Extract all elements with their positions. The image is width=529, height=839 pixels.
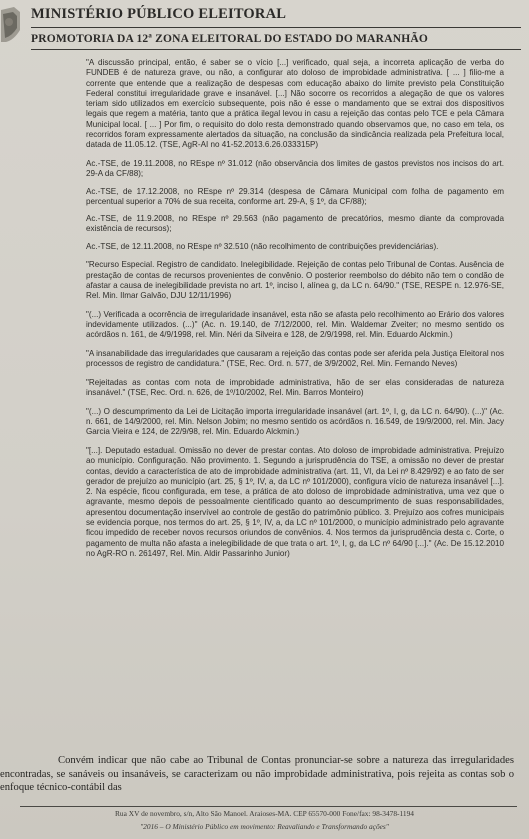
quote-paragraph: "Recurso Especial. Registro de candidato. Inelegibilidade. Rejeição de contas pelo Tribunal de Contas. Ausência de prestação de contas de recursos provenientes de convênio. O posterior reembolso do débito não tem o condão de afastar a causa de inelegibilidade prevista no art. 1º, inciso I, alínea g, da LC n. 64/90." (TSE, RESPE n. 12.976-SE, Rel. Min. Ilmar Galvão, DJU 12/11/1996) — [86, 260, 504, 301]
quote-paragraph: "Rejeitadas as contas com nota de improbidade administrativa, hão de ser elas consideradas de natureza insanável." (TSE, Rec. Ord. n. 626, de 1º/10/2002, Rel. Min. Barros Monteiro) — [86, 377, 504, 398]
quote-paragraph: Ac.-TSE, de 11.9.2008, no REspe nº 29.563 (não pagamento de precatórios, mesmo diante da comprovada existência de recursos); — [86, 214, 504, 234]
header-institution: MINISTÉRIO PÚBLICO ELEITORAL — [31, 6, 287, 22]
body-text — [0, 754, 514, 795]
quote-paragraph: Ac.-TSE, de 12.11.2008, no REspe nº 32.510 (não recolhimento de contribuições previdenciárias). — [86, 241, 439, 251]
quote-paragraph: "(...) O descumprimento da Lei de Licitação importa irregularidade insanável (art. 1º, I, g, da LC n. 64/90). (...)" (Ac. n. 661, de 14/9/2000, rel. Min. Nelson Jobim; no mesmo sentido os acórdãos n. 16.549, de 19/9/2000, rel. Min. Jacy Garcia Vieira e 124, de 22/9/98, rel. Min. Eduardo Alckmin.) — [86, 406, 504, 437]
quote-paragraph: "A insanabilidade das irregularidades que causaram a rejeição das contas pode ser aferida pela Justiça Eleitoral nos processos de registro de candidatura." (TSE, Rec. Ord. n. 577, de 3/9/2002, Rel. Min. Fernando Neves) — [86, 349, 504, 369]
quote-paragraph: "(...) Verificada a ocorrência de irregularidade insanável, esta não se afasta pelo recolhimento ao Erário dos valores indevidamente utilizados. (...)" (Ac. n. 19.140, de 7/12/2000, rel. Min. Waldemar Zveiter; no mesmo sentido os acórdãos n. 161, de 4/9/1998, rel. Min. Néri da Silveira e 128, de 2/9/1998, rel. Min. Eduardo Alckmin.) — [86, 309, 504, 340]
quote-paragraph: "A discussão principal, então, é saber se o vício [...] verificado, qual seja, a incorreta aplicação de verba do FUNDEB é de natureza grave, ou não, a configurar ato doloso de improbidade administrativa. [ ... ] filio-me a corrente que entende que a realização de despesas com educação abaixo do limite previsto pela Constituição Federal constitui irregularidade grave e insanável. [...] Não socorre os recorridos a alegação de que os valores teriam sido utilizados em exercício subsequente, pois não é esse o mandamento que se extrai dos dispositivos legais que regem a matéria, tanto que a prática ilegal levou in casu a rejeição das contas pelo TCE e pela Câmara Municipal local. [ ... ] Por fim, o requisito do dolo resta demonstrado quando observamos que, no caso em tela, os recorridos foram expressamente alertados da situação, na conclusão da sindicância realizada pela Prefeitura local, datada de 11.05.12. (TSE, AgR-AI no 41-52.2013.6.26.033315P) — [86, 58, 504, 150]
quote-paragraph: Ac.-TSE, de 19.11.2008, no REspe nº 31.012 (não observância dos limites de gastos previstos nos incisos do art. 29-A da CF/88); — [86, 158, 504, 179]
footer-address: Rua XV de novembro, s/n, Alto São Manoel. Araioses-MA. CEP 65570-000 Fone/fax: 98-3478-1194 — [114, 809, 415, 818]
footer-divider — [20, 806, 517, 807]
header-divider-top — [31, 27, 521, 28]
quote-paragraph: "[...]. Deputado estadual. Omissão no dever de prestar contas. Ato doloso de improbidade administrativa. Prejuízo ao município. Configuração. Não provimento. 1. Segundo a jurisprudência do TSE, a omissão no dever de prestar contas, devido a característica de ato de improbidade administrativa (art. 11, VI, da Lei nº 8.429/92) e ao fato de ser gerador de prejuízo ao município (art. 25, § 1º, IV, a, da LC nº 101/2000), configura vício de natureza insanável [...]. 2. Na espécie, ficou configurada, em tese, a prática de ato doloso de improbidade administrativa, uma vez que o agravante, mesmo depois de pessoalmente cientificado quanto ao descumprimento de suas responsabilidades, apresentou documentação inservível ao controle de gestão do patrimônio público. 3. Prejuízo aos cofres municipais se evidencia porque, nos termos do art. 25, § 1º, IV, a, da LC nº 101/2000, o município administrado pelo agravante ficou impedido de receber novos recursos oriundos de convênios. 4. Nos termos da jurisprudência desta c. Corte, o pagamento de multa não afasta a inelegibilidade de que trata o art. 1º, I, g, da LC nº 64/90 [...]." (Ac. De 15.12.2010 no AgR-RO n. 261497, Rel. Min. Aldir Passarinho Junior) — [86, 445, 504, 558]
coat-of-arms-icon — [0, 4, 22, 44]
header-office: PROMOTORIA DA 12ª ZONA ELEITORAL DO ESTADO DO MARANHÃO — [31, 33, 428, 45]
footer-slogan: "2016 – O Ministério Público em movimento: Reavaliando e Transformando ações" — [140, 822, 389, 831]
jurisprudence-quotes — [86, 58, 504, 568]
body-paragraph: Convém indicar que não cabe ao Tribunal de Contas pronunciar-se sobre a natureza das irregularidades encontradas, se sanáveis ou insanáveis, se caracterizam ou não improbidade administrativa, pois rejeita as contas sob o enfoque técnico-contábil das — [0, 755, 514, 794]
quote-paragraph: Ac.-TSE, de 17.12.2008, no REspe nº 29.314 (despesa de Câmara Municipal com folha de pagamento em percentual superior a 70% de sua receita, conforme art. 29-A, § 1º, da CF/88); — [86, 186, 504, 206]
header-divider-bottom — [31, 49, 521, 50]
